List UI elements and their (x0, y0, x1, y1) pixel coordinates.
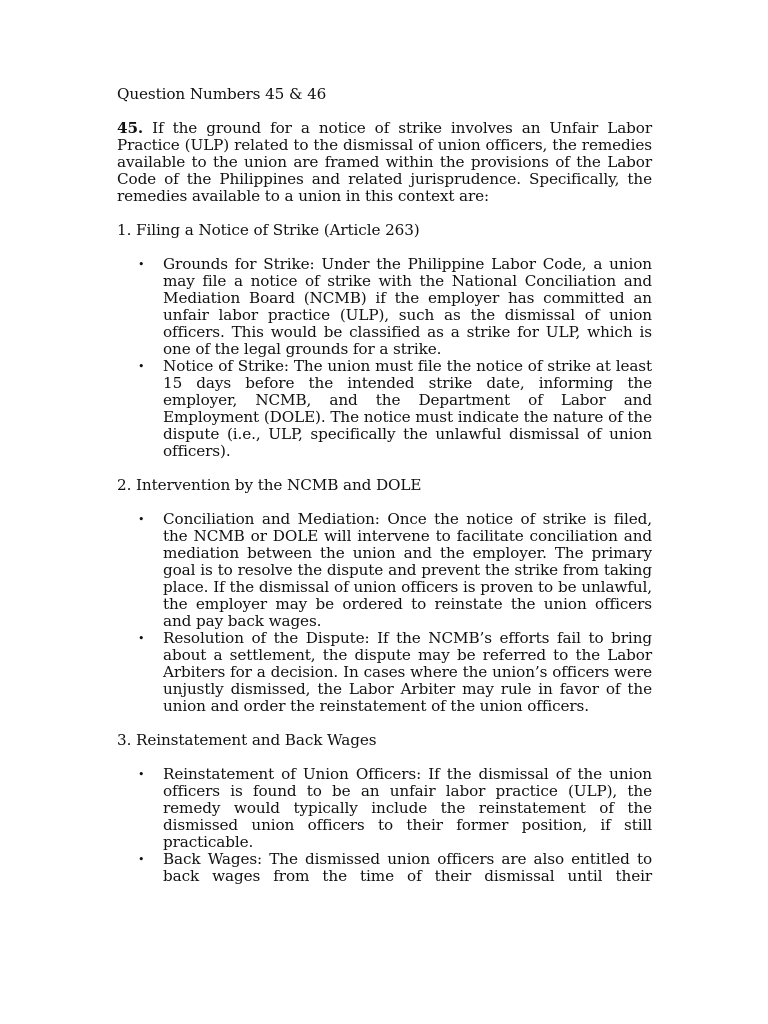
bullet-icon: • (138, 513, 145, 526)
list-item (138, 357, 652, 460)
section-heading-2: 2. Intervention by the NCMB and DOLE (117, 476, 422, 494)
bullet-icon: • (138, 853, 145, 866)
question-intro-text: If the ground for a notice of strike involves an Unfair Labor Practice (ULP) related to the dismissal of union officers, the remedies available to the union are framed within the provisions of the Labor Code of the Philippines and related jurisprudence. Specifically, the remedies available to a union in this context are: (117, 119, 652, 205)
bullet-icon: • (138, 632, 145, 645)
bullet-icon: • (138, 360, 145, 373)
list-item (138, 629, 652, 715)
document-page (117, 86, 652, 902)
list-item-text: Reinstatement of Union Officers: If the dismissal of the union officers is found to be an unfair labor practice (ULP), the remedy would typically include the reinstatement of the dismissed union officers to their former position, if still practicable. (163, 765, 652, 851)
list-item (138, 850, 652, 885)
list-item-text: Notice of Strike: The union must file the notice of strike at least 15 days before the intended strike date, informing the employer, NCMB, and the Department of Labor and Employment (DOLE). The notice must indicate the nature of the dispute (i.e., ULP, specifically the unlawful dismissal of union officers). (163, 357, 652, 460)
question-number: 45. (117, 119, 144, 137)
section-1-list (117, 256, 652, 460)
question-45-intro (117, 120, 652, 205)
section-3-list (117, 766, 652, 885)
list-item (138, 255, 652, 358)
question-header: Question Numbers 45 & 46 (117, 85, 327, 103)
bullet-icon: • (138, 768, 145, 781)
section-2-list (117, 511, 652, 715)
section-heading-3: 3. Reinstatement and Back Wages (117, 731, 377, 749)
list-item-text: Resolution of the Dispute: If the NCMB’s efforts fail to bring about a settlement, the dispute may be referred to the Labor Arbiters for a decision. In cases where the union’s officers were unjustly dismissed, the Labor Arbiter may rule in favor of the union and order the reinstatement of the union officers. (163, 629, 652, 715)
list-item-text: Conciliation and Mediation: Once the notice of strike is filed, the NCMB or DOLE will intervene to facilitate conciliation and mediation between the union and the employer. The primary goal is to resolve the dispute and prevent the strike from taking place. If the dismissal of union officers is proven to be unlawful, the employer may be ordered to reinstate the union officers and pay back wages. (163, 510, 652, 630)
list-item (138, 510, 652, 630)
bullet-icon: • (138, 258, 145, 271)
list-item-text: Grounds for Strike: Under the Philippine Labor Code, a union may file a notice of strike with the National Conciliation and Mediation Board (NCMB) if the employer has committed an unfair labor practice (ULP), such as the dismissal of union officers. This would be classified as a strike for ULP, which is one of the legal grounds for a strike. (163, 255, 652, 358)
list-item-text: Back Wages: The dismissed union officers are also entitled to back wages from the time of their dismissal until their (163, 850, 652, 885)
section-heading-1: 1. Filing a Notice of Strike (Article 263) (117, 221, 420, 239)
list-item (138, 765, 652, 851)
